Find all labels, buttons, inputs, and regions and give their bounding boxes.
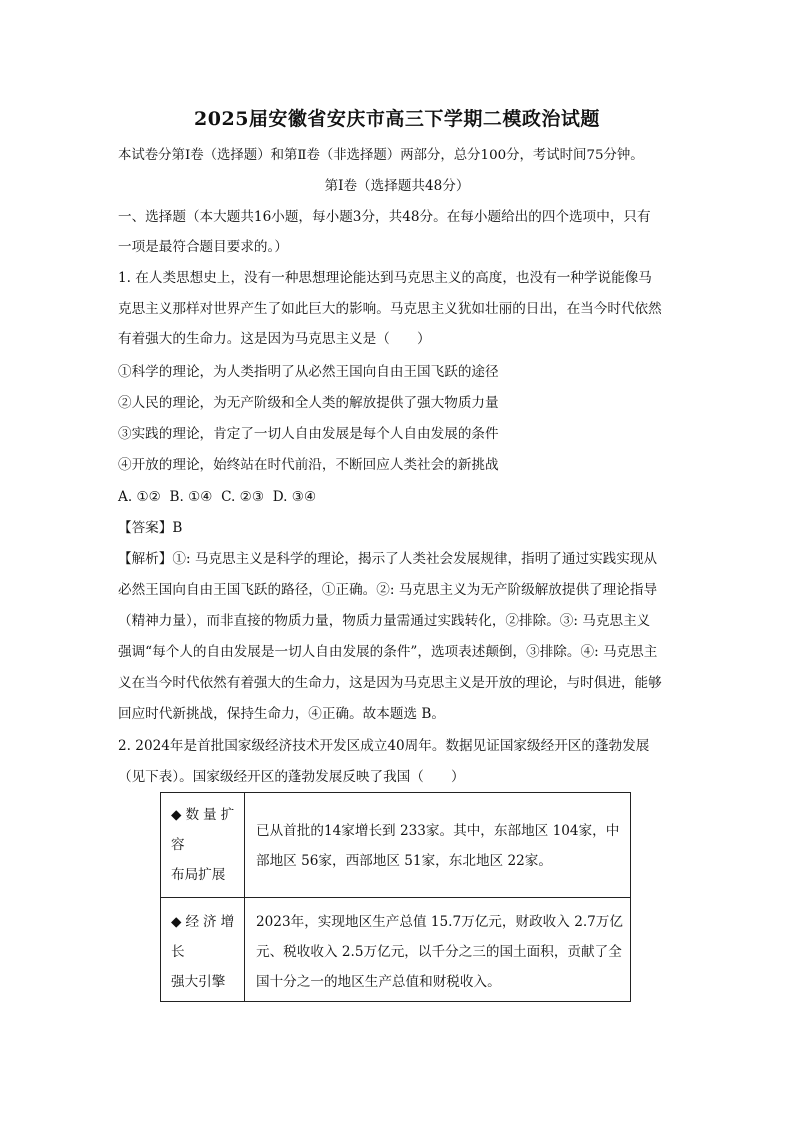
q1-answer: 【答案】B: [118, 520, 183, 536]
q1-analysis-line: 必然王国向自由王国飞跃的路径，①正确。②: 马克思主义为无产阶级解放提供了理论指导: [118, 582, 658, 598]
q1-analysis-line: 【解析】①: 马克思主义是科学的理论，揭示了人类社会发展规律，指明了通过实践实现从: [118, 551, 658, 567]
table-row-label: ◆经济增: [171, 914, 239, 930]
q1-stem-line: 有着强大的生命力。这是因为马克思主义是（ ）: [118, 331, 431, 347]
q1-analysis-line: （精神力量），而非直接的物质力量，物质力量需通过实践转化，②排除。③: 马克思主义: [118, 613, 651, 629]
q1-option: ①科学的理论，为人类指明了从必然王国向自由王国飞跃的途径: [118, 364, 499, 380]
table-row-label: ◆数量扩: [171, 807, 239, 823]
q2-stem-line: （见下表）。国家级经开区的蓬勃发展反映了我国（ ）: [118, 769, 465, 785]
table-row-content: 国十分之一的地区生产总值和财税收入。: [256, 974, 501, 990]
table-row-label-cell: [161, 793, 245, 897]
table-row-content: 部地区 56家，西部地区 51家，东北地区 22家。: [256, 853, 552, 869]
table-row-content: 2023年，实现地区生产总值 15.7万亿元，财政收入 2.7万亿: [256, 914, 623, 930]
q1-option: ③实践的理论，肯定了一切人自由发展是每个人自由发展的条件: [118, 426, 499, 442]
q1-analysis-line: 回应时代新挑战，保持生命力，④正确。故本题选 B。: [118, 706, 445, 722]
table-row-label: 强大引擎: [171, 974, 226, 990]
q1-stem-line: 克思主义那样对世界产生了如此巨大的影响。马克思主义犹如壮丽的日出，在当今时代依然: [118, 301, 662, 317]
table-row: [161, 898, 630, 1001]
q2-data-table: [160, 792, 631, 1002]
section-title: 第Ⅰ卷（选择题共48分）: [324, 178, 470, 194]
table-row-content-cell: [246, 898, 630, 1001]
q1-option: ②人民的理论，为无产阶级和全人类的解放提供了强大物质力量: [118, 395, 499, 411]
table-row-content: 元、税收收入 2.5万亿元，以千分之三的国土面积，贡献了全: [256, 944, 622, 960]
table-row-label: 长: [171, 944, 185, 960]
table-row-content-cell: [246, 793, 630, 897]
table-row-label: 容: [171, 837, 185, 853]
table-row-content: 已从首批的14家增长到 233家。其中，东部地区 104家，中: [256, 823, 620, 839]
table-row: [161, 793, 630, 898]
table-row-label: 布局扩展: [171, 867, 226, 883]
q1-analysis-line: 强调“每个人的自由发展是一切人自由发展的条件”，选项表述颠倒，③排除。④: 马克思主: [118, 644, 658, 660]
instructions-line: 一、选择题（本大题共16小题，每小题3分，共48分。在每小题给出的四个选项中，只有: [118, 209, 651, 225]
table-row-label-cell: [161, 898, 245, 1001]
q1-analysis-line: 义在当今时代依然有着强大的生命力，这是因为马克思主义是开放的理论，与时俱进，能够: [118, 675, 662, 691]
exam-title: 2025届安徽省安庆市高三下学期二模政治试题: [194, 108, 600, 130]
instructions-line: 一项是最符合题目要求的。）: [118, 239, 288, 255]
exam-intro: 本试卷分第Ⅰ卷（选择题）和第Ⅱ卷（非选择题）两部分，总分100分，考试时间75分钟。: [118, 148, 644, 163]
q1-choices: A. ①② B. ①④ C. ②③ D. ③④: [118, 489, 317, 505]
q1-option: ④开放的理论，始终站在时代前沿，不断回应人类社会的新挑战: [118, 457, 499, 473]
q2-stem-line: 2. 2024年是首批国家级经济技术开发区成立40周年。数据见证国家级经开区的蓬勃发展: [118, 738, 650, 754]
q1-stem-line: 1. 在人类思想史上，没有一种思想理论能达到马克思主义的高度，也没有一种学说能像马: [118, 270, 652, 286]
